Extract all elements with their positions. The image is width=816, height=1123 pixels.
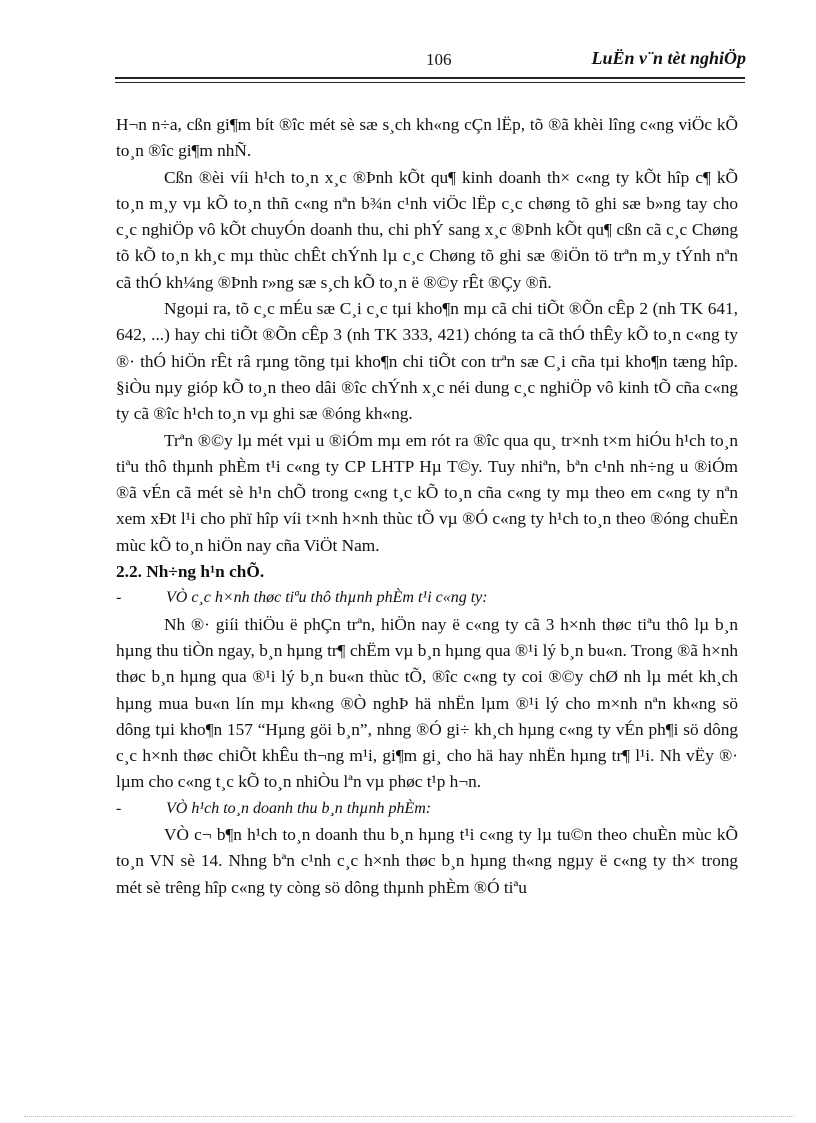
paragraph-2: Cßn ®èi víi h¹ch to¸n x¸c ®Þnh kÕt qu¶ kinh doanh th× c«ng ty kÕt hîp c¶ kÕ to¸n m¸y vµ kÕ to¸n thñ c«ng nªn b¾n c¹nh viÖc lËp c¸c chøng tõ ghi sæ b»ng tay cho c¸c nghiÖp vô kÕt chuyÓn doanh thu, chi phÝ sang x¸c ®Þnh kÕt qu¶ cßn cã c¸c Chøng tõ kÕ to¸n kh¸c mµ thùc chÊt chÝnh lµ c¸c Chøng tõ ghi sæ ®iÖn tö trªn m¸y tÝnh nªn cã thÓ kh¼ng ®Þnh r»ng sæ s¸ch kÕ to¸n ë ®©y rÊt ®Çy ®ñ. [116,167,738,292]
paragraph-1: H¬n n÷a, cßn gi¶m bít ®îc mét sè sæ s¸ch kh«ng cÇn lËp, tõ ®ã khèi lîng c«ng viÖc kÕ to¸n ®îc gi¶m nhÑ. [116,115,738,161]
paragraph-6: VÒ c¬ b¶n h¹ch to¸n doanh thu b¸n hµng t¹i c«ng ty lµ tu©n theo chuÈn mùc kÕ to¸n VN sè 14. Nhng bªn c¹nh c¸c h×nh thøc b¸n hµng th«ng ngµy ë c«ng ty th× trong mét sè trêng hîp c«ng ty còng sö dông thµnh phÈm ®Ó tiªu [116,825,738,897]
bullet-text: VÒ c¸c h×nh thøc tiªu thô thµnh phÈm t¹i c«ng ty: [166,589,488,607]
bullet-dash: - [116,799,122,817]
page-body [116,112,738,901]
paragraph-5: Nh ®· giíi thiÖu ë phÇn trªn, hiÖn nay ë c«ng ty cã 3 h×nh thøc tiªu thô lµ b¸n hµng thu tiÒn ngay, b¸n hµng tr¶ chËm vµ b¸n hµng qua ®¹i lý b¸n bu«n. Trong ®ã h×nh thøc b¸n hµng qua ®¹i lý b¸n bu«n thùc tÕ, ®îc c«ng ty coi ®©y chØ nh lµ mét kh¸ch hµng mua bu«n lín mµ kh«ng ®Ò nghÞ hä nhËn lµm ®¹i lý cho m×nh nªn kh«ng sö dông tµi kho¶n 157 “Hµng göi b¸n”, nhng ®Ó gi÷ kh¸ch hµng c«ng ty vÉn ph¶i sö dông c¸c h×nh thøc chiÕt khÊu th¬ng m¹i, gi¶m gi¸ cho hä hay nhËn hµng tr¶ l¹i. Nh vËy ®· lµm cho c«ng t¸c kÕ to¸n nhiÒu lªn vµ phøc t¹p h¬n. [116,614,738,792]
section-heading: 2.2. Nh÷ng h¹n chÕ. [116,562,265,582]
paragraph-4: Trªn ®©y lµ mét vµi u ®iÓm mµ em rót ra ®îc qua qu¸ tr×nh t×m hiÓu h¹ch to¸n tiªu thô thµnh phÈm t¹i c«ng ty CP LHTP Hµ T©y. Tuy nhiªn, bªn c¹nh nh÷ng u ®iÓm ®ã vÉn cã mét sè h¹n chÕ trong c«ng t¸c kÕ to¸n cña c«ng ty mµ theo em c«ng ty nªn xem xÐt l¹i cho phï hîp víi t×nh h×nh thùc tÕ vµ ®Ó c«ng ty h¹ch to¸n theo ®óng chuÈn mùc kÕ to¸n hiÖn nay cña ViÖt Nam. [116,430,738,555]
page-number: 106 [426,50,452,69]
bullet-heading-1 [116,585,738,611]
bullet-heading-2 [116,796,738,822]
paragraph-3: Ngoµi ra, tõ c¸c mÉu sæ C¸i c¸c tµi kho¶n mµ cã chi tiÕt ®Õn cÊp 2 (nh TK 641, 642, ...) hay chi tiÕt ®Õn cÊp 3 (nh TK 333, 421) chóng ta cã thÓ thÊy kÕ to¸n c«ng ty ®· thÓ hiÖn rÊt râ rµng tõng tµi kho¶n chi tiÕt con trªn sæ C¸i cña tµi kho¶n tæng hîp. §iÒu nµy gióp kÕ to¸n theo dâi ®îc chÝnh x¸c néi dung c¸c nghiÖp vô kinh tÕ cña c«ng ty cã ®îc h¹ch to¸n vµ ghi sæ ®óng kh«ng. [116,299,738,424]
header-rule-thin [115,82,745,83]
bullet-text: VÒ h¹ch to¸n doanh thu b¸n thµnh phÈm: [166,799,432,817]
header-rule-thick [115,77,745,79]
document-title: LuËn v¨n tèt nghiÖp [591,48,746,68]
page-bottom-divider [24,1116,794,1117]
bullet-dash: - [116,589,122,607]
